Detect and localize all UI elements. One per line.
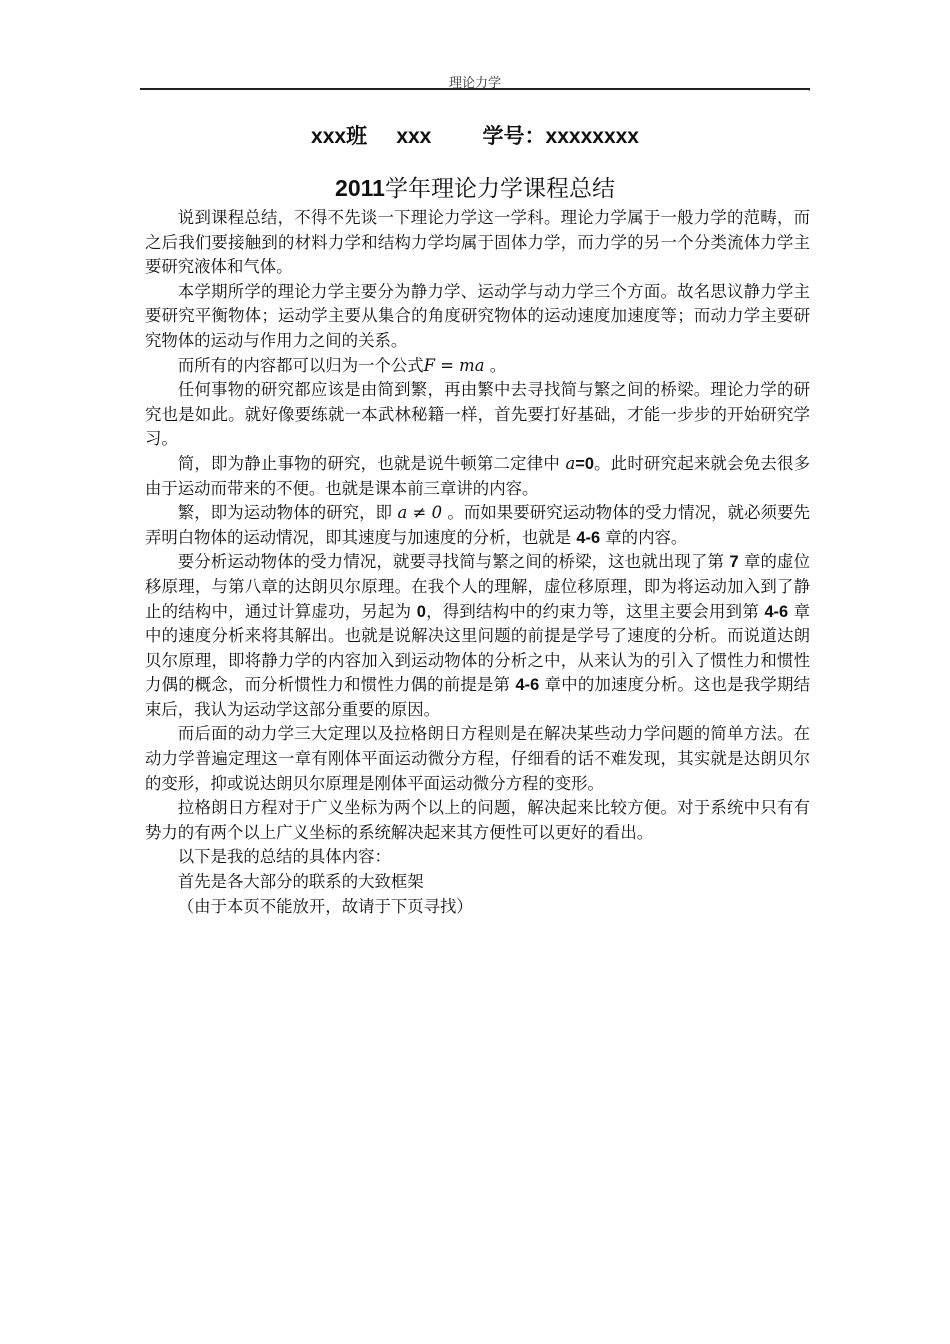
header-mark: .: [808, 84, 811, 94]
student-info-line: [0, 120, 950, 150]
student-id-label: 学号：: [482, 123, 546, 148]
paragraph-3: [145, 354, 810, 379]
paragraph-7-a: 要分析运动物体的受力情况，就要寻找简与繁之间的桥梁，这也就出现了第: [177, 552, 730, 572]
paragraph-1: 说到课程总结，不得不先谈一下理论力学这一学科。理论力学属于一般力学的范畴，而之后我们要接触到的材料力学和结构力学均属于固体力学，而力学的另一个分类流体力学主要研究液体和气体。: [145, 208, 810, 277]
paragraph-2: 本学期所学的理论力学主要分为静力学、运动学与动力学三个方面。故名思议静力学主要研究平衡物体；运动学主要从集合的角度研究物体的运动速度加速度等；而动力学主要研究物体的运动与作用力之间的关系。: [145, 281, 810, 350]
document-title: [0, 170, 950, 203]
paragraph-6-text: 繁，即为运动物体的研究，即: [177, 503, 398, 523]
paragraph-6: [145, 501, 810, 550]
paragraph-10: 以下是我的总结的具体内容：: [177, 847, 391, 867]
paragraph-9: 拉格朗日方程对于广义坐标为两个以上的问题，解决起来比较方便。对于系统中只有有势力的有两个以上广义坐标的系统解决起来其方便性可以更好的看出。: [145, 798, 810, 842]
formula-a-neq-zero: a ≠ 0: [397, 503, 443, 523]
paragraph-5: [145, 452, 810, 501]
running-header: 理论力学: [448, 76, 501, 91]
paragraph-6-mid: 。而如果要研究运动物体的受力情况，就必须要先弄明白物体的运动情况，即其速度与加速度的分析，也就是: [145, 503, 810, 547]
paragraph-7: [145, 550, 810, 722]
paragraph-5-text: 简，即为静止事物的研究，也就是说牛顿第二定律中: [177, 453, 566, 473]
chapter-7: 7: [729, 553, 739, 572]
title-year: 2011: [335, 175, 385, 201]
paragraph-12: （由于本页不能放开，故请于下页寻找）: [177, 896, 473, 916]
paragraph-3-text: 而所有的内容都可以归为一个公式: [177, 355, 424, 375]
student-id-value: xxxxxxxx: [545, 125, 639, 148]
class-name: xxx: [311, 125, 347, 148]
paragraph-7-c: ，得到结构中的约束力等，这里主要会用到第: [425, 601, 765, 621]
paragraph-7-d: 章中的速度分析来将其解出。也就是说解决这里问题的前提是学号了速度的分析。而说道达朗贝尔原理，即将静力学的内容加入到运动物体的分析之中，从来认为的引入了惯性力和惯性力偶的概念，而分析惯性力和惯性力偶的前提是第: [145, 601, 810, 695]
chapter-range: 4-6: [576, 528, 601, 547]
paragraph-5-end: 。此时研究起来就会免去很多由于运动而带来的不便。也就是课本前三章讲的内容。: [145, 453, 810, 498]
header-rule: [140, 88, 810, 90]
paragraph-11: 首先是各大部分的联系的大致框架: [177, 872, 424, 892]
chapter-range-velocity: 4-6: [764, 602, 789, 621]
paragraph-6-end: 章的内容。: [600, 527, 688, 547]
student-name: xxx: [396, 125, 432, 148]
formula-f-ma: F = ma: [423, 355, 485, 375]
formula-eq-zero: =0: [575, 454, 594, 473]
paragraph-7-e: 章中的加速度分析。这也是我学期结束后，我认为运动学这部分重要的原因。: [145, 675, 810, 719]
paragraph-3-end: 。: [484, 355, 507, 375]
virtual-work-zero: 0: [416, 602, 426, 621]
formula-a: a: [565, 453, 576, 473]
chapter-range-acceleration: 4-6: [515, 676, 540, 695]
paragraph-7-b: 章的虚位移原理，与第八章的达朗贝尔原理。在我个人的理解，虚位移原理，即为将运动加入到了静止的结构中，通过计算虚功，另起为: [145, 552, 810, 621]
paragraph-8: 而后面的动力学三大定理以及拉格朗日方程则是在解决某些动力学问题的简单方法。在动力学普遍定理这一章有刚体平面运动微分方程，仔细看的话不难发现，其实就是达朗贝尔的变形，抑或说达朗贝尔原理是刚体平面运动微分方程的变形。: [145, 724, 810, 793]
title-text: 学年理论力学课程总结: [384, 176, 615, 202]
paragraph-4: 任何事物的研究都应该是由简到繁，再由繁中去寻找简与繁之间的桥梁。理论力学的研究也是如此。就好像要练就一本武林秘籍一样，首先要打好基础，才能一步步的开始研究学习。: [145, 380, 810, 449]
document-body: [145, 206, 810, 919]
class-suffix: 班: [346, 123, 368, 148]
